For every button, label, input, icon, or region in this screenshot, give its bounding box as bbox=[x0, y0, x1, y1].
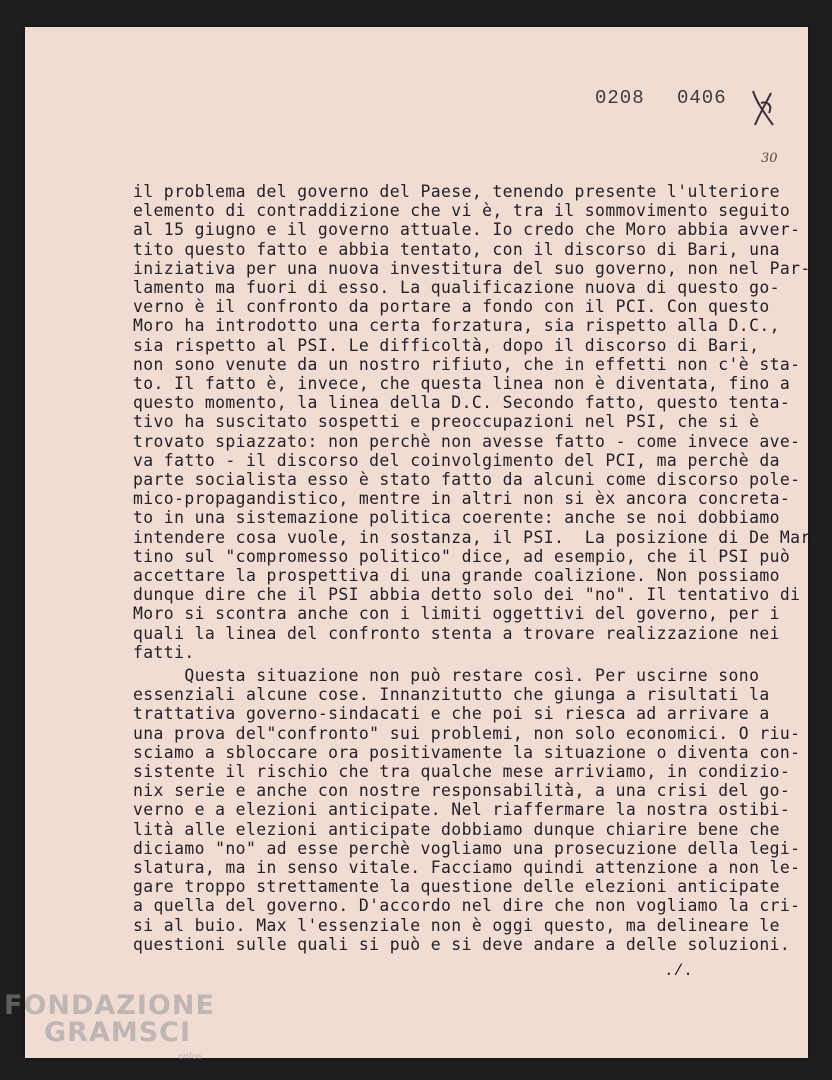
text-line: elemento di contraddizione che vi è, tra il sommovimento seguito bbox=[133, 201, 791, 221]
text-line: verno e a elezioni anticipate. Nel riaffermare la nostra ostibi- bbox=[133, 800, 791, 820]
text-line: diciamo "no" ad esse perchè vogliamo una prosecuzione della legi- bbox=[133, 838, 801, 858]
text-line: to in una sistemazione politica coerente: anche se noi dobbiamo bbox=[133, 508, 780, 528]
text-line: questo momento, la linea della D.C. Secondo fatto, questo tenta- bbox=[133, 393, 791, 413]
text-line: verno è il confronto da portare a fondo con il PCI. Con questo bbox=[133, 297, 770, 317]
text-line: iniziativa per una nuova investitura del suo governo, non nel Par- bbox=[133, 258, 811, 278]
text-line: al 15 giugno e il governo attuale. Io credo che Moro abbia avver- bbox=[133, 220, 801, 240]
text-line: lità alle elezioni anticipate dobbiamo dunque chiarire bene che bbox=[133, 819, 780, 839]
text-line: trattativa governo-sindacati e che poi si riesca ad arrivare a bbox=[133, 704, 770, 724]
logo-line-1: FONDAZIONE bbox=[4, 990, 215, 1021]
text-line: tino sul "compromesso politico" dice, ad esempio, che il PSI può bbox=[133, 546, 791, 566]
text-line: va fatto - il discorso del coinvolgimento del PCI, ma perchè da bbox=[133, 450, 780, 470]
text-line: sciamo a sbloccare ora positivamente la situazione o diventa con- bbox=[133, 742, 801, 762]
text-line: quali la linea del confronto stenta a trovare realizzazione nei bbox=[133, 623, 780, 643]
logo-subtitle: onlus bbox=[178, 1052, 203, 1062]
paragraph-1 bbox=[133, 182, 821, 662]
foundation-logo bbox=[4, 990, 215, 1062]
text-line: nix serie e anche con nostre responsabilità, a una crisi del go- bbox=[133, 781, 791, 801]
handwritten-page-number: 30 bbox=[761, 151, 778, 166]
text-line: questioni sulle quali si può e si deve andare a delle soluzioni. bbox=[133, 934, 791, 954]
text-line: tito questo fatto e abbia tentato, con il discorso di Bari, una bbox=[133, 239, 780, 259]
archive-code-secondary: 0406 bbox=[677, 87, 727, 109]
text-line: parte socialista esso è stato fatto da alcuni come discorso pole- bbox=[133, 470, 801, 490]
text-line: una prova del"confronto" sui problemi, non solo economici. O riu- bbox=[133, 723, 801, 743]
text-line: essenziali alcune cose. Innanzitutto che giunga a risultati la bbox=[133, 685, 770, 705]
text-line: gare troppo strettamente la questione delle elezioni anticipate bbox=[133, 877, 780, 897]
handwritten-check-icon bbox=[747, 85, 779, 131]
continuation-mark: ./. bbox=[664, 962, 693, 980]
text-line: sistente il rischio che tra qualche mese arriviamo, in condizio- bbox=[133, 762, 791, 782]
text-line: fatti. bbox=[133, 642, 195, 662]
logo-line-2: GRAMSCI bbox=[44, 1017, 192, 1048]
text-line: tivo ha suscitato sospetti e preoccupazioni nel PSI, che si è bbox=[133, 412, 760, 432]
text-line: trovato spiazzato: non perchè non avesse fatto - come invece ave- bbox=[133, 431, 801, 451]
text-line: dunque dire che il PSI abbia detto solo dei "no". Il tentativo di bbox=[133, 585, 801, 605]
text-line: lamento ma fuori di esso. La qualificazione nuova di questo go- bbox=[133, 278, 780, 298]
text-line: slatura, ma in senso vitale. Facciamo quindi attenzione a non le- bbox=[133, 858, 801, 878]
paragraph-2 bbox=[133, 666, 801, 954]
text-line: a quella del governo. D'accordo nel dire che non vogliamo la cri- bbox=[133, 896, 801, 916]
text-line: mico-propagandistico, mentre in altri non si èx ancora concreta- bbox=[133, 489, 791, 509]
text-line: to. Il fatto è, invece, che questa linea non è diventata, fino a bbox=[133, 374, 791, 394]
text-line: non sono venute da un nostro rifiuto, che in effetti non c'è sta- bbox=[133, 354, 801, 374]
text-line: si al buio. Max l'essenziale non è oggi questo, ma delineare le bbox=[133, 915, 780, 935]
text-line: sia rispetto al PSI. Le difficoltà, dopo il discorso di Bari, bbox=[133, 335, 760, 355]
archive-code-primary: 0208 bbox=[595, 87, 645, 109]
text-line: il problema del governo del Paese, tenendo presente l'ulteriore bbox=[133, 182, 780, 201]
text-line: Moro ha introdotto una certa forzatura, sia rispetto alla D.C., bbox=[133, 316, 780, 336]
text-line: Questa situazione non può restare così. Per uscirne sono bbox=[133, 666, 760, 685]
text-line: Moro si scontra anche con i limiti oggettivi del governo, per i bbox=[133, 604, 780, 624]
text-line: accettare la prospettiva di una grande coalizione. Non possiamo bbox=[133, 566, 780, 586]
text-line: intendere cosa vuole, in sostanza, il PSI. La posizione di De Mar- bbox=[133, 527, 821, 547]
